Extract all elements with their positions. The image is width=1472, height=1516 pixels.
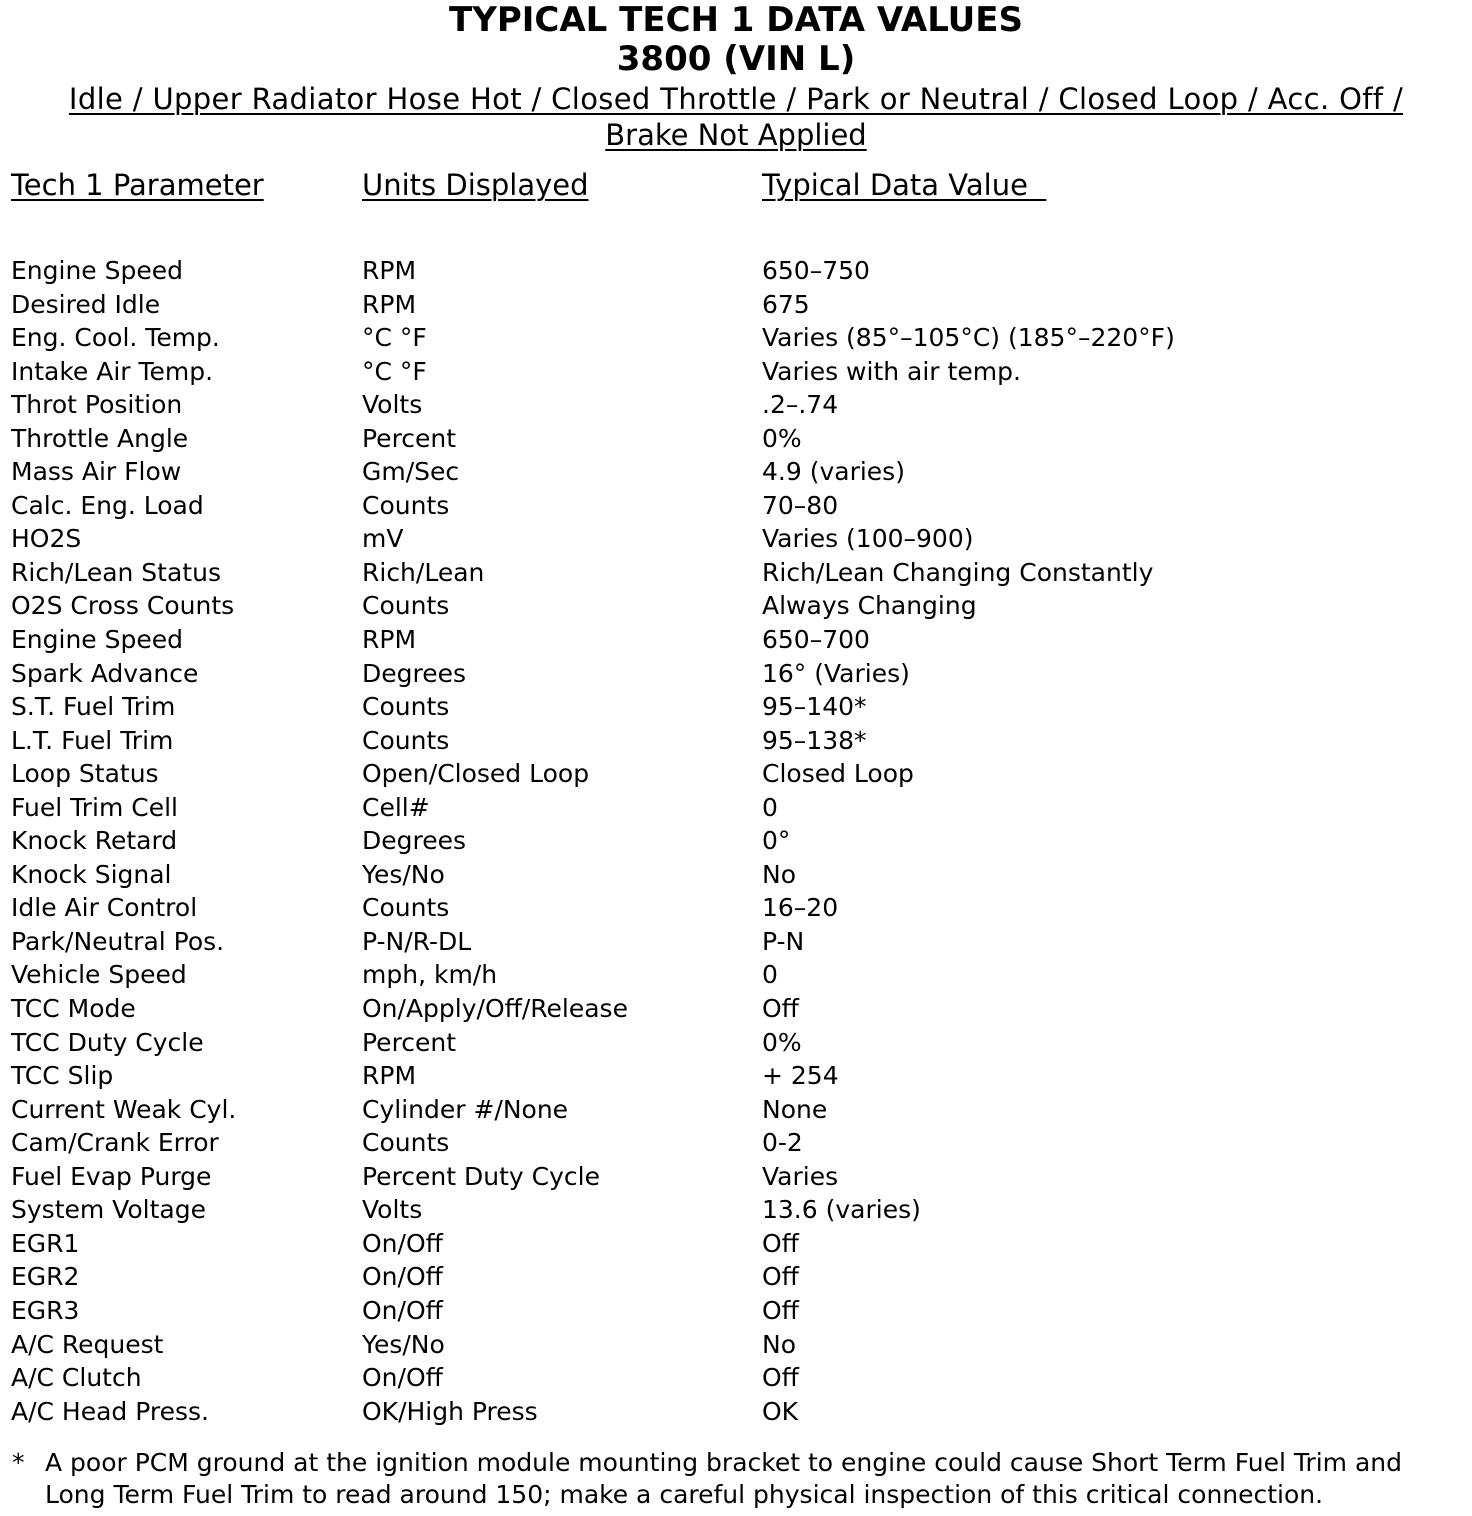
row-units: Counts xyxy=(362,893,450,923)
table-row xyxy=(0,288,1472,322)
row-parameter: HO2S xyxy=(11,524,82,554)
table-row xyxy=(0,623,1472,657)
table-row xyxy=(0,858,1472,892)
column-header-units: Units Displayed xyxy=(362,168,589,202)
row-units: Counts xyxy=(362,1128,450,1158)
row-parameter: A/C Head Press. xyxy=(11,1396,209,1426)
row-value: OK xyxy=(762,1396,799,1426)
row-value: 0% xyxy=(762,1027,802,1057)
row-parameter: S.T. Fuel Trim xyxy=(11,692,176,722)
row-units: RPM xyxy=(362,1061,417,1091)
table-row xyxy=(0,757,1472,791)
table-row xyxy=(0,1260,1472,1294)
row-value: 650–700 xyxy=(762,625,870,655)
row-value: Closed Loop xyxy=(762,759,914,789)
row-parameter: Loop Status xyxy=(11,759,159,789)
row-units: Yes/No xyxy=(362,1329,445,1359)
table-row xyxy=(0,992,1472,1026)
row-units: Counts xyxy=(362,725,450,755)
row-parameter: A/C Clutch xyxy=(11,1363,142,1393)
row-parameter: Knock Retard xyxy=(11,826,178,856)
row-value: Always Changing xyxy=(762,591,977,621)
row-value: Off xyxy=(762,1363,799,1393)
row-units: On/Apply/Off/Release xyxy=(362,994,628,1024)
row-units: Rich/Lean xyxy=(362,557,485,587)
row-units: RPM xyxy=(362,256,417,285)
row-parameter: A/C Request xyxy=(11,1329,164,1359)
row-units: On/Off xyxy=(362,1228,443,1258)
row-units: Percent Duty Cycle xyxy=(362,1161,600,1191)
row-parameter: Calc. Eng. Load xyxy=(11,490,204,520)
row-parameter: Cam/Crank Error xyxy=(11,1128,219,1158)
row-parameter: Throt Position xyxy=(11,390,183,420)
row-value: 0 xyxy=(762,960,778,990)
table-row xyxy=(0,1328,1472,1362)
document-subtitle: 3800 (VIN L) xyxy=(616,39,856,79)
row-units: Volts xyxy=(362,390,423,420)
row-value: + 254 xyxy=(762,1061,839,1091)
row-value: .2–.74 xyxy=(762,390,839,420)
row-units: mph, km/h xyxy=(362,960,498,990)
row-units: Counts xyxy=(362,692,450,722)
table-row xyxy=(0,657,1472,691)
row-units: Gm/Sec xyxy=(362,457,460,487)
row-parameter: Throttle Angle xyxy=(11,423,189,453)
row-parameter: Park/Neutral Pos. xyxy=(11,926,225,956)
column-header-value: Typical Data Value xyxy=(762,168,1047,202)
row-units: Counts xyxy=(362,591,450,621)
table-row xyxy=(0,791,1472,825)
row-units: Volts xyxy=(362,1195,423,1225)
row-value: Off xyxy=(762,994,799,1024)
row-parameter: Engine Speed xyxy=(11,256,183,285)
row-value: 675 xyxy=(762,289,810,319)
row-value: 650–750 xyxy=(762,256,870,285)
table-row xyxy=(0,1193,1472,1227)
row-units: Yes/No xyxy=(362,859,445,889)
row-value: Off xyxy=(762,1262,799,1292)
table-row xyxy=(0,824,1472,858)
row-parameter: TCC Mode xyxy=(11,994,136,1024)
row-parameter: EGR1 xyxy=(11,1228,80,1258)
table-row xyxy=(0,455,1472,489)
table-row xyxy=(0,1395,1472,1429)
row-value: 0° xyxy=(762,826,791,856)
table-row xyxy=(0,589,1472,623)
row-units: Percent xyxy=(362,423,457,453)
document-title: TYPICAL TECH 1 DATA VALUES xyxy=(449,0,1023,40)
table-row xyxy=(0,1026,1472,1060)
row-units: °C °F xyxy=(362,323,427,353)
row-units: Cell# xyxy=(362,792,430,822)
row-parameter: Fuel Evap Purge xyxy=(11,1161,212,1191)
table-row xyxy=(0,1059,1472,1093)
test-conditions-line2: Brake Not Applied xyxy=(605,118,867,152)
row-value: 0% xyxy=(762,423,802,453)
row-value: 16–20 xyxy=(762,893,839,923)
row-parameter: Desired Idle xyxy=(11,289,161,319)
row-parameter: Engine Speed xyxy=(11,625,183,655)
table-row xyxy=(0,355,1472,389)
table-row xyxy=(0,690,1472,724)
row-value: No xyxy=(762,859,796,889)
row-value: Rich/Lean Changing Constantly xyxy=(762,557,1154,587)
table-row xyxy=(0,321,1472,355)
table-row xyxy=(0,254,1472,288)
row-value: 0 xyxy=(762,792,778,822)
row-parameter: Vehicle Speed xyxy=(11,960,187,990)
table-row xyxy=(0,958,1472,992)
table-row xyxy=(0,1361,1472,1395)
data-table xyxy=(0,254,1472,1428)
row-units: °C °F xyxy=(362,356,427,386)
row-value: None xyxy=(762,1094,828,1124)
footnote-text: A poor PCM ground at the ignition module mounting bracket to engine could cause Short Term Fuel Trim and Long Term Fuel Trim to read around 150; make a careful physical inspection of this critical connection. xyxy=(45,1448,1403,1509)
row-parameter: Eng. Cool. Temp. xyxy=(11,323,220,353)
row-parameter: L.T. Fuel Trim xyxy=(11,725,174,755)
row-value: 70–80 xyxy=(762,490,839,520)
row-units: OK/High Press xyxy=(362,1396,538,1426)
row-units: On/Off xyxy=(362,1363,443,1393)
row-units: Cylinder #/None xyxy=(362,1094,569,1124)
row-parameter: Idle Air Control xyxy=(11,893,198,923)
row-value: Varies with air temp. xyxy=(762,356,1021,386)
table-row xyxy=(0,1093,1472,1127)
table-row xyxy=(0,1294,1472,1328)
row-parameter: Mass Air Flow xyxy=(11,457,182,487)
row-parameter: O2S Cross Counts xyxy=(11,591,235,621)
table-row xyxy=(0,556,1472,590)
row-value: 13.6 (varies) xyxy=(762,1195,921,1225)
table-row xyxy=(0,1126,1472,1160)
table-row xyxy=(0,388,1472,422)
row-parameter: Current Weak Cyl. xyxy=(11,1094,237,1124)
row-value: 16° (Varies) xyxy=(762,658,910,688)
row-parameter: Knock Signal xyxy=(11,859,172,889)
row-value: 95–138* xyxy=(762,725,867,755)
row-units: On/Off xyxy=(362,1262,443,1292)
row-value: 4.9 (varies) xyxy=(762,457,905,487)
row-value: Varies xyxy=(762,1161,839,1191)
table-row xyxy=(0,1160,1472,1194)
row-units: mV xyxy=(362,524,404,554)
footnote-marker: * xyxy=(12,1448,25,1477)
row-units: On/Off xyxy=(362,1295,443,1325)
row-units: Degrees xyxy=(362,826,467,856)
row-units: RPM xyxy=(362,625,417,655)
row-parameter: EGR2 xyxy=(11,1262,80,1292)
row-parameter: Spark Advance xyxy=(11,658,199,688)
test-conditions-line1: Idle / Upper Radiator Hose Hot / Closed Throttle / Park or Neutral / Closed Loop / Acc. Off / xyxy=(68,82,1404,116)
row-value: Varies (85°–105°C) (185°–220°F) xyxy=(762,323,1175,353)
table-row xyxy=(0,724,1472,758)
row-value: P-N xyxy=(762,926,805,956)
row-parameter: System Voltage xyxy=(11,1195,206,1225)
row-value: 95–140* xyxy=(762,692,867,722)
row-units: Percent xyxy=(362,1027,457,1057)
row-units: RPM xyxy=(362,289,417,319)
table-row xyxy=(0,925,1472,959)
row-parameter: Rich/Lean Status xyxy=(11,557,221,587)
row-value: Varies (100–900) xyxy=(762,524,974,554)
table-row xyxy=(0,522,1472,556)
table-row xyxy=(0,891,1472,925)
row-parameter: Intake Air Temp. xyxy=(11,356,214,386)
row-value: Off xyxy=(762,1228,799,1258)
column-header-parameter: Tech 1 Parameter xyxy=(11,168,264,202)
row-value: 0-2 xyxy=(762,1128,803,1158)
table-row xyxy=(0,1227,1472,1261)
row-parameter: TCC Slip xyxy=(11,1061,114,1091)
row-units: Open/Closed Loop xyxy=(362,759,590,789)
row-parameter: TCC Duty Cycle xyxy=(11,1027,204,1057)
table-row xyxy=(0,422,1472,456)
row-units: Counts xyxy=(362,490,450,520)
row-value: Off xyxy=(762,1295,799,1325)
row-value: No xyxy=(762,1329,796,1359)
row-units: Degrees xyxy=(362,658,467,688)
row-units: P-N/R-DL xyxy=(362,926,472,956)
row-parameter: EGR3 xyxy=(11,1295,80,1325)
table-row xyxy=(0,489,1472,523)
row-parameter: Fuel Trim Cell xyxy=(11,792,178,822)
